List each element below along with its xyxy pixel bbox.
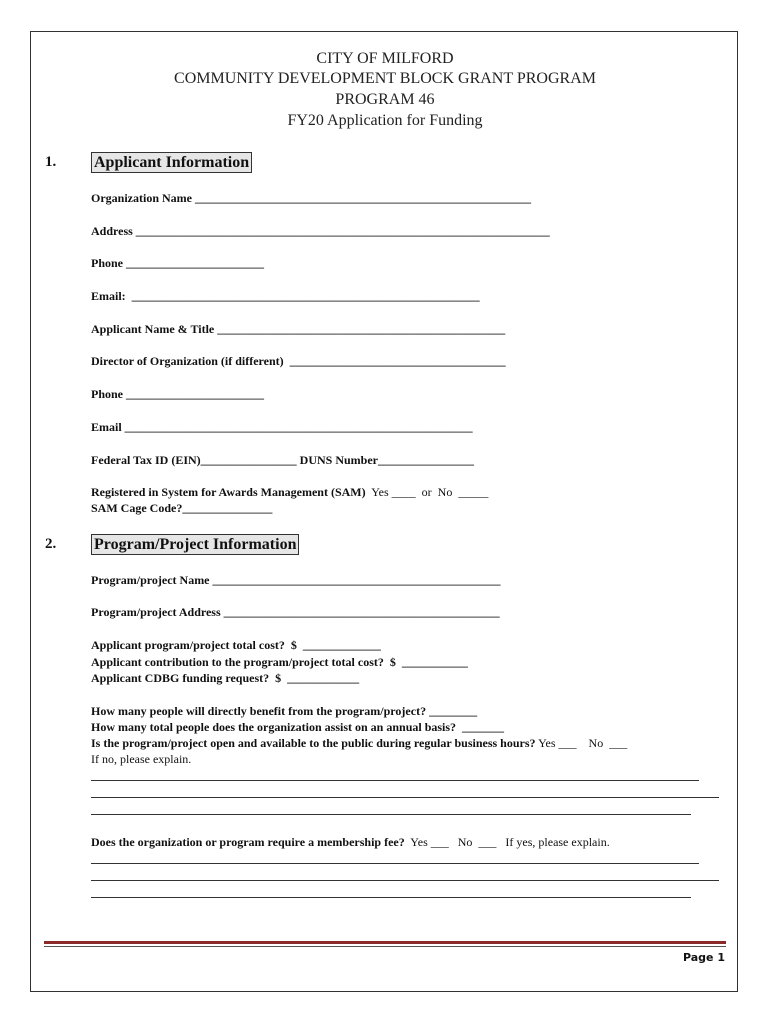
address-field[interactable]: Address _____________________________________________________________________ <box>91 224 550 238</box>
explain-line-3[interactable] <box>91 814 691 815</box>
public-access-yes-no[interactable]: Yes ___ No ___ <box>535 736 628 750</box>
section-2-title: Program/Project Information <box>91 534 299 555</box>
header-city: CITY OF MILFORD <box>316 50 454 67</box>
footer-rule-thin <box>44 946 726 947</box>
director-phone-field[interactable]: Phone _______________________ <box>91 387 265 401</box>
section-2-number: 2. <box>45 536 57 552</box>
membership-explain-line-3[interactable] <box>91 897 691 898</box>
annual-assist-field[interactable]: How many total people does the organization assist on an annual basis? _______ <box>91 720 505 734</box>
section-1-title: Applicant Information <box>91 152 252 173</box>
applicant-name-title-field[interactable]: Applicant Name & Title ________________________________________________ <box>91 322 506 336</box>
sam-cage-code-field[interactable]: SAM Cage Code?_______________ <box>91 501 273 515</box>
program-address-field[interactable]: Program/project Address ______________________________________________ <box>91 605 500 619</box>
director-field[interactable]: Director of Organization (if different) ____________________________________ <box>91 354 506 368</box>
sam-yes-no[interactable]: Yes ____ or No _____ <box>365 485 489 499</box>
phone-field[interactable]: Phone _______________________ <box>91 256 265 270</box>
tax-id-duns-field[interactable]: Federal Tax ID (EIN)________________ DUNS Number________________ <box>91 453 475 467</box>
cdbg-request-field[interactable]: Applicant CDBG funding request? $ ____________ <box>91 671 360 685</box>
membership-fee-yes-no[interactable]: Yes ___ No ___ If yes, please explain. <box>404 835 610 849</box>
membership-explain-line-2[interactable] <box>91 880 719 881</box>
total-cost-field[interactable]: Applicant program/project total cost? $ _____________ <box>91 638 381 652</box>
explain-line-2[interactable] <box>91 797 719 798</box>
header-program-number: PROGRAM 46 <box>335 91 435 108</box>
header-program-name: COMMUNITY DEVELOPMENT BLOCK GRANT PROGRAM <box>174 70 596 87</box>
contribution-field[interactable]: Applicant contribution to the program/project total cost? $ ___________ <box>91 655 468 669</box>
explain-line-1[interactable] <box>91 780 699 781</box>
page-number: Page 1 <box>682 951 725 964</box>
membership-fee-label: Does the organization or program require a membership fee? <box>91 835 405 849</box>
header-fy: FY20 Application for Funding <box>287 112 483 129</box>
section-1-number: 1. <box>45 154 57 170</box>
organization-name-field[interactable]: Organization Name ________________________________________________________ <box>91 191 531 205</box>
sam-label: Registered in System for Awards Management (SAM) <box>91 485 366 499</box>
public-access-label: Is the program/project open and available to the public during regular business hours? <box>91 736 536 750</box>
if-no-explain-label: If no, please explain. <box>91 752 192 766</box>
public-access-line <box>91 736 627 751</box>
sam-registration-line <box>91 485 488 500</box>
program-name-field[interactable]: Program/project Name ________________________________________________ <box>91 573 501 587</box>
footer-rule-thick <box>44 941 726 944</box>
membership-explain-line-1[interactable] <box>91 863 699 864</box>
beneficiaries-field[interactable]: How many people will directly benefit from the program/project? ________ <box>91 704 478 718</box>
membership-fee-line <box>91 835 610 850</box>
director-email-field[interactable]: Email __________________________________________________________ <box>91 420 473 434</box>
email-field[interactable]: Email: __________________________________________________________ <box>91 289 480 303</box>
